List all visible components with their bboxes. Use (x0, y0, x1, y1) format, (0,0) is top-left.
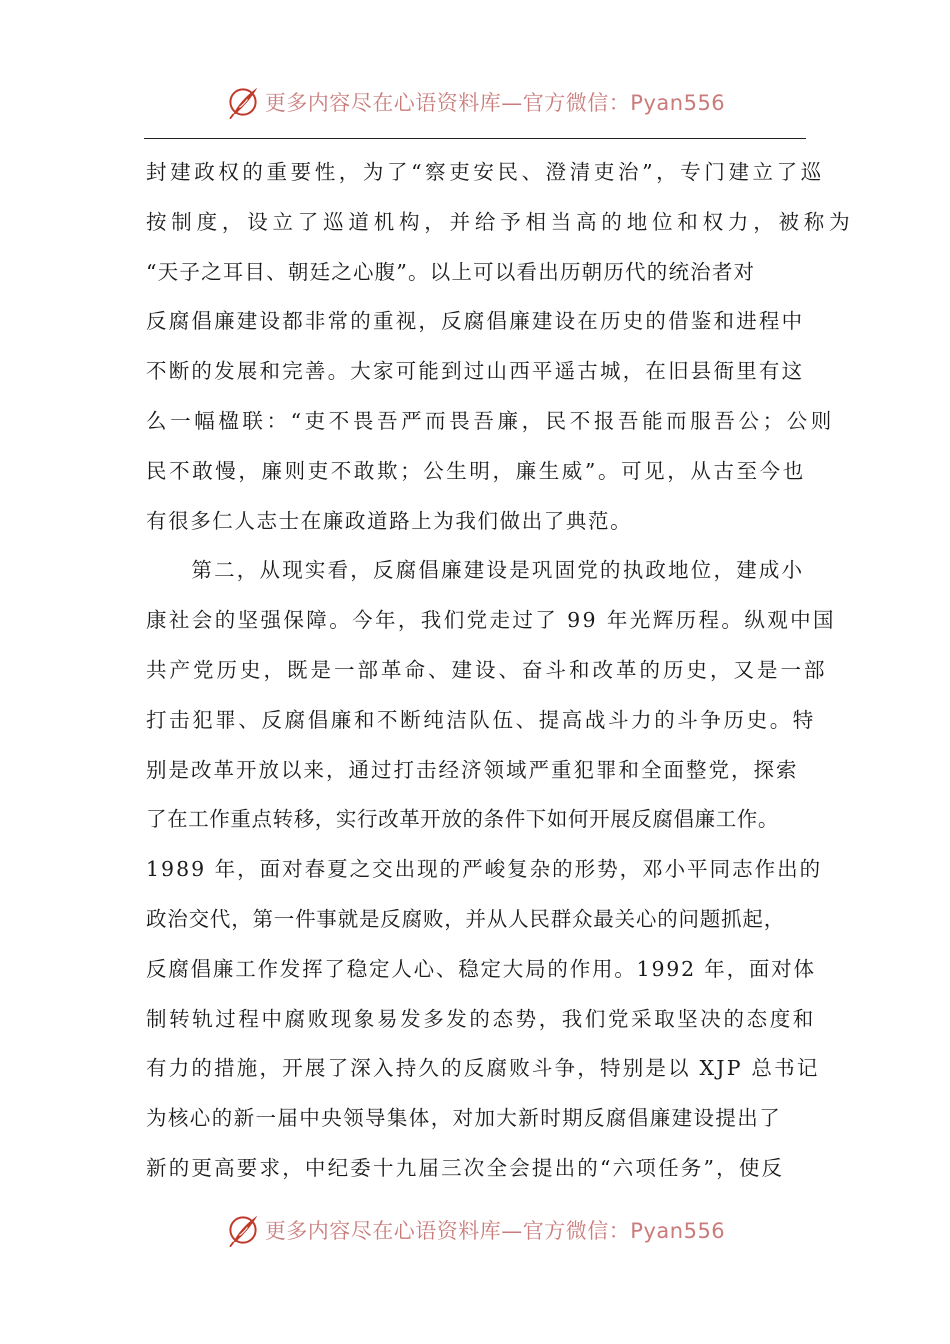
header-banner (0, 78, 950, 126)
footer-banner-text: 更多内容尽在心语资料库—官方微信：Pyan556 (264, 1219, 726, 1243)
text-line: 制转轨过程中腐败现象易发多发的态势，我们党采取坚决的态度和 (146, 1006, 816, 1031)
text-line: 封建政权的重要性，为了“察吏安民、澄清吏治”，专门建立了巡 (146, 160, 825, 184)
text-line: 共产党历史，既是一部革命、建设、奋斗和改革的历史，又是一部 (146, 657, 828, 682)
text-line: 反腐倡廉建设都非常的重视，反腐倡廉建设在历史的借鉴和进程中 (146, 309, 805, 334)
text-line: 按制度，设立了巡道机构，并给予相当高的地位和权力，被称为 (146, 209, 855, 234)
text-line: 反腐倡廉工作发挥了稳定人心、稳定大局的作用。1992 年，面对体 (146, 956, 816, 981)
text-line: 打击犯罪、反腐倡廉和不断纯洁队伍、提高战斗力的斗争历史。特 (146, 707, 816, 732)
text-line: “天子之耳目、朝廷之心腹”。以上可以看出历朝历代的统治者对 (146, 259, 756, 284)
text-line: 为核心的新一届中央领导集体，对加大新时期反腐倡廉建设提出了 (146, 1106, 782, 1131)
document-body (146, 148, 855, 1194)
text-line: 么一幅楹联：“吏不畏吾严而畏吾廉，民不报吾能而服吾公；公则 (146, 408, 835, 433)
text-line: 新的更高要求，中纪委十九届三次全会提出的“六项任务”，使反 (146, 1155, 785, 1180)
header-banner-text: 更多内容尽在心语资料库—官方微信：Pyan556 (264, 91, 726, 115)
text-line: 民不敢慢，廉则吏不敢欺；公生明，廉生威”。可见，从古至今也 (146, 458, 806, 483)
text-line: 1989 年，面对春夏之交出现的严峻复杂的形势，邓小平同志作出的 (146, 857, 823, 882)
text-line: 有力的措施，开展了深入持久的反腐败斗争，特别是以 XJP 总书记 (146, 1056, 820, 1081)
text-line: 政治交代，第一件事就是反腐败，并从人民群众最关心的问题抓起， (146, 906, 785, 931)
footer-banner (0, 1206, 950, 1254)
text-line: 别是改革开放以来，通过打击经济领域严重犯罪和全面整党，探索 (146, 757, 799, 782)
text-line: 有很多仁人志士在廉政道路上为我们做出了典范。 (146, 508, 633, 533)
text-line: 不断的发展和完善。大家可能到过山西平遥古城，在旧县衙里有这 (146, 359, 805, 384)
text-line: 康社会的坚强保障。今年，我们党走过了 99 年光辉历程。纵观中国 (146, 608, 836, 633)
header-divider (144, 138, 806, 139)
quill-logo-icon (225, 1212, 261, 1248)
quill-logo-icon (225, 84, 261, 120)
text-line: 第二，从现实看，反腐倡廉建设是巩固党的执政地位，建成小 (146, 558, 805, 583)
text-line: 了在工作重点转移，实行改革开放的条件下如何开展反腐倡廉工作。 (146, 807, 779, 832)
